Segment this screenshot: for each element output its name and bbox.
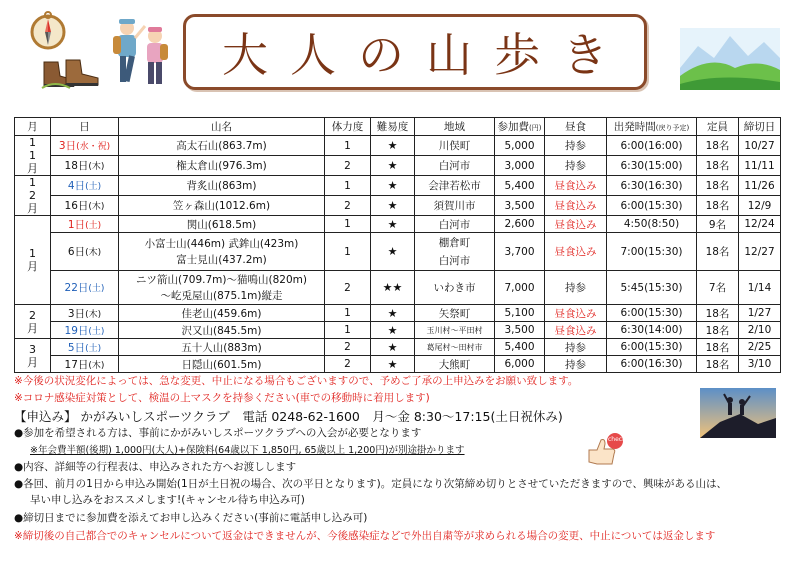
capacity-cell: 7名	[697, 271, 739, 305]
lunch-cell: 昼食込み	[545, 322, 607, 339]
deadline-cell: 12/27	[739, 233, 781, 271]
deadline-cell: 11/26	[739, 176, 781, 196]
day-number: 5日	[67, 341, 86, 354]
difficulty-cell: ★	[371, 339, 415, 356]
difficulty-cell: ★	[371, 356, 415, 373]
difficulty-cell: ★	[371, 322, 415, 339]
mountain-cell: 日隠山(601.5m)	[119, 356, 325, 373]
lunch-cell: 昼食込み	[545, 216, 607, 233]
lunch-cell: 昼食込み	[545, 233, 607, 271]
difficulty-cell: ★	[371, 196, 415, 216]
mountain-line: ニツ箭山(709.7m)〜猫鳴山(820m)	[136, 273, 307, 286]
departure-time-cell: 6:00(15:30)	[607, 305, 697, 322]
day-number: 3日	[58, 140, 77, 152]
table-row	[15, 271, 781, 305]
day-cell	[51, 271, 119, 305]
day-of-week: (土)	[85, 182, 102, 192]
day-of-week: (土)	[85, 343, 102, 354]
month-char: 月	[27, 162, 38, 175]
header-fee: 参加費(円)	[495, 118, 545, 136]
capacity-cell: 18名	[697, 136, 739, 156]
lunch-cell: 持参	[545, 271, 607, 305]
deadline-cell: 2/10	[739, 322, 781, 339]
fitness-cell: 1	[325, 176, 371, 196]
header-area: 地域	[415, 118, 495, 136]
header-capacity: 定員	[697, 118, 739, 136]
mountain-line: 小富士山(446m) 武鉾山(423m)	[144, 237, 299, 250]
departure-time-cell: 6:30(15:00)	[607, 156, 697, 176]
header-time: 出発時間(戻り予定)	[607, 118, 697, 136]
note-membership: ●参加を希望される方は、事前にかがみいしスポーツクラブへの入会が必要となります	[14, 427, 422, 439]
departure-time-cell: 6:30(16:30)	[607, 176, 697, 196]
month-char: 月	[27, 260, 38, 273]
month-cell	[15, 136, 51, 176]
difficulty-cell: ★	[371, 156, 415, 176]
day-of-week: (土)	[88, 284, 105, 294]
capacity-cell: 18名	[697, 305, 739, 322]
area-cell: 須賀川市	[415, 196, 495, 216]
mountain-cell: 佳老山(459.6m)	[119, 305, 325, 322]
lunch-cell: 昼食込み	[545, 196, 607, 216]
area-cell: 川俣町	[415, 136, 495, 156]
month-char: 1	[29, 247, 36, 260]
capacity-cell: 18名	[697, 322, 739, 339]
area-line: 棚倉町	[438, 236, 471, 249]
mountain-cell	[119, 271, 325, 305]
month-cell	[15, 339, 51, 373]
table-row	[15, 176, 781, 196]
area-cell: 白河市	[415, 216, 495, 233]
capacity-cell: 18名	[697, 176, 739, 196]
area-cell: いわき市	[415, 271, 495, 305]
mountain-cell: 権太倉山(976.3m)	[119, 156, 325, 176]
difficulty-cell: ★	[371, 176, 415, 196]
fee-cell: 3,500	[495, 196, 545, 216]
fitness-cell: 2	[325, 196, 371, 216]
day-number: 4日	[67, 180, 86, 192]
note-itinerary: ●内容、詳細等の行程表は、申込みされた方へお渡しします	[14, 461, 297, 473]
capacity-cell: 18名	[697, 156, 739, 176]
day-cell	[51, 305, 119, 322]
departure-time-cell: 6:30(14:00)	[607, 322, 697, 339]
month-cell	[15, 216, 51, 305]
check-badge-label: check	[608, 436, 626, 443]
table-row	[15, 305, 781, 322]
fitness-cell: 2	[325, 356, 371, 373]
header-difficulty: 難易度	[371, 118, 415, 136]
day-cell	[51, 356, 119, 373]
deadline-cell: 11/11	[739, 156, 781, 176]
note-early-apply: 早い申し込みをおススメします!(キャンセル待ち申込み可)	[30, 494, 305, 506]
summit-silhouette	[700, 388, 776, 438]
departure-time-cell: 6:00(15:30)	[607, 196, 697, 216]
header-day: 日	[51, 118, 119, 136]
fitness-cell: 1	[325, 216, 371, 233]
mountain-landscape	[680, 28, 780, 90]
day-of-week: (木)	[88, 202, 105, 212]
deadline-cell: 2/25	[739, 339, 781, 356]
area-cell: 会津若松市	[415, 176, 495, 196]
note-change-warning: ※今後の状況変化によっては、急な変更、中止になる場合もございますので、予めご了承の上申込みをお願い致します。	[14, 375, 579, 387]
departure-time-cell: 6:00(16:00)	[607, 136, 697, 156]
fitness-cell: 1	[325, 305, 371, 322]
difficulty-cell: ★★	[371, 271, 415, 305]
fee-cell: 5,400	[495, 339, 545, 356]
fee-cell: 3,500	[495, 322, 545, 339]
fitness-cell: 1	[325, 233, 371, 271]
day-number: 3日	[67, 307, 86, 320]
departure-time-cell: 6:00(16:30)	[607, 356, 697, 373]
fitness-cell: 2	[325, 156, 371, 176]
header-lunch: 昼食	[545, 118, 607, 136]
day-of-week: (土)	[88, 326, 105, 337]
day-cell	[51, 156, 119, 176]
thumbs-up-icon	[583, 432, 625, 468]
day-cell	[51, 233, 119, 271]
area-cell	[415, 233, 495, 271]
lunch-cell: 持参	[545, 136, 607, 156]
day-number: 22日	[64, 282, 89, 294]
title-banner	[183, 14, 647, 90]
day-number: 18日	[64, 160, 89, 172]
day-of-week: (水・祝)	[76, 142, 111, 152]
month-char: 1	[29, 149, 36, 162]
day-number: 6日	[67, 246, 86, 258]
note-refund: ※締切後の自己都合でのキャンセルについて返金はできませんが、今後感染症などで外出自粛等が求められる場合の変更、中止については返金します	[14, 530, 716, 542]
fee-cell: 3,000	[495, 156, 545, 176]
departure-time-cell: 6:00(15:30)	[607, 339, 697, 356]
deadline-cell: 12/24	[739, 216, 781, 233]
deadline-cell: 3/10	[739, 356, 781, 373]
note-application-start: ●各回、前月の1日から申込み開始(1日が土日祝の場合、次の平日となります)。定員になり次第締め切りとさせていただきますので、興味がある山は、	[14, 478, 728, 490]
departure-time-cell: 7:00(15:30)	[607, 233, 697, 271]
mountain-cell: 五十人山(883m)	[119, 339, 325, 356]
day-of-week: (木)	[88, 360, 105, 371]
table-row	[15, 156, 781, 176]
table-row	[15, 356, 781, 373]
month-char: 3	[29, 342, 36, 356]
hikers-illustration	[105, 16, 177, 90]
area-cell: 矢祭町	[415, 305, 495, 322]
month-char: 1	[29, 136, 36, 149]
capacity-cell: 18名	[697, 356, 739, 373]
month-char: 月	[27, 355, 38, 369]
area-cell: 玉川村〜平田村	[415, 322, 495, 339]
fee-cell: 6,000	[495, 356, 545, 373]
difficulty-cell: ★	[371, 136, 415, 156]
deadline-cell: 10/27	[739, 136, 781, 156]
lunch-cell: 昼食込み	[545, 305, 607, 322]
fitness-cell: 1	[325, 322, 371, 339]
mountain-cell	[119, 233, 325, 271]
lunch-cell: 昼食込み	[545, 176, 607, 196]
mountain-line: 富士見山(437.2m)	[176, 253, 267, 266]
mountain-line: 〜屹兎屋山(875.1m)縦走	[160, 289, 283, 302]
fitness-cell: 1	[325, 136, 371, 156]
capacity-cell: 18名	[697, 233, 739, 271]
month-char: 月	[27, 321, 38, 335]
day-of-week: (土)	[85, 220, 102, 231]
day-cell	[51, 339, 119, 356]
difficulty-cell: ★	[371, 305, 415, 322]
mountain-cell: 高太石山(863.7m)	[119, 136, 325, 156]
header-mountain: 山名	[119, 118, 325, 136]
day-of-week: (木)	[88, 162, 105, 172]
table-row	[15, 136, 781, 156]
day-cell	[51, 176, 119, 196]
day-of-week: (木)	[85, 309, 102, 320]
month-char: 2	[29, 308, 36, 322]
day-of-week: (木)	[85, 248, 102, 258]
header-fitness: 体力度	[325, 118, 371, 136]
table-row	[15, 233, 781, 271]
header-month: 月	[15, 118, 51, 136]
day-cell	[51, 322, 119, 339]
day-number: 1日	[67, 218, 86, 231]
mountain-cell: 沢又山(845.5m)	[119, 322, 325, 339]
table-row	[15, 339, 781, 356]
fee-cell: 5,400	[495, 176, 545, 196]
fitness-cell: 2	[325, 271, 371, 305]
area-cell: 白河市	[415, 156, 495, 176]
page-title: 大人の山歩き	[222, 28, 630, 82]
deadline-cell: 1/27	[739, 305, 781, 322]
day-cell	[51, 216, 119, 233]
month-char: 1	[29, 176, 36, 189]
fee-cell: 5,100	[495, 305, 545, 322]
deadline-cell: 12/9	[739, 196, 781, 216]
day-number: 19日	[64, 324, 89, 337]
capacity-cell: 9名	[697, 216, 739, 233]
lunch-cell: 持参	[545, 339, 607, 356]
mountain-cell: 関山(618.5m)	[119, 216, 325, 233]
fitness-cell: 2	[325, 339, 371, 356]
capacity-cell: 18名	[697, 339, 739, 356]
day-cell	[51, 136, 119, 156]
mountain-cell: 笠ヶ森山(1012.6m)	[119, 196, 325, 216]
lunch-cell: 持参	[545, 356, 607, 373]
month-cell	[15, 305, 51, 339]
area-cell: 葛尾村〜田村市	[415, 339, 495, 356]
table-row	[15, 322, 781, 339]
month-cell	[15, 176, 51, 216]
day-number: 17日	[64, 358, 89, 371]
fee-cell: 3,700	[495, 233, 545, 271]
deadline-cell: 1/14	[739, 271, 781, 305]
lunch-cell: 持参	[545, 156, 607, 176]
difficulty-cell: ★	[371, 216, 415, 233]
table-row	[15, 216, 781, 233]
fee-cell: 7,000	[495, 271, 545, 305]
capacity-cell: 18名	[697, 196, 739, 216]
table-header-row	[15, 118, 781, 136]
apply-contact: 【申込み】 かがみいしスポーツクラブ 電話 0248-62-1600 月〜金 8:30〜17:15(土日祝休み)	[14, 409, 563, 424]
note-covid: ※コロナ感染症対策として、検温の上マスクを持参ください(車での移動時に着用します)	[14, 392, 430, 404]
note-payment: ●締切日までに参加費を添えてお申し込みください(事前に電話申し込み可)	[14, 512, 368, 524]
note-fee-detail: ※年会費半額(後期) 1,000円(大人)+保険料(64歳以下 1,850円, 65歳以上 1,200円)が別途掛かります	[30, 445, 465, 456]
departure-time-cell: 5:45(15:30)	[607, 271, 697, 305]
fee-cell: 2,600	[495, 216, 545, 233]
area-cell: 大熊町	[415, 356, 495, 373]
departure-time-cell: 4:50(8:50)	[607, 216, 697, 233]
month-char: 月	[27, 202, 38, 215]
mountain-cell: 背炙山(863m)	[119, 176, 325, 196]
area-line: 白河市	[438, 254, 471, 267]
difficulty-cell: ★	[371, 233, 415, 271]
boots-icon	[40, 58, 102, 90]
compass-icon	[28, 10, 68, 50]
month-char: 2	[29, 189, 36, 202]
day-number: 16日	[64, 200, 89, 212]
table-row	[15, 196, 781, 216]
header-deadline: 締切日	[739, 118, 781, 136]
day-cell	[51, 196, 119, 216]
schedule-table	[14, 117, 781, 373]
fee-cell: 5,000	[495, 136, 545, 156]
